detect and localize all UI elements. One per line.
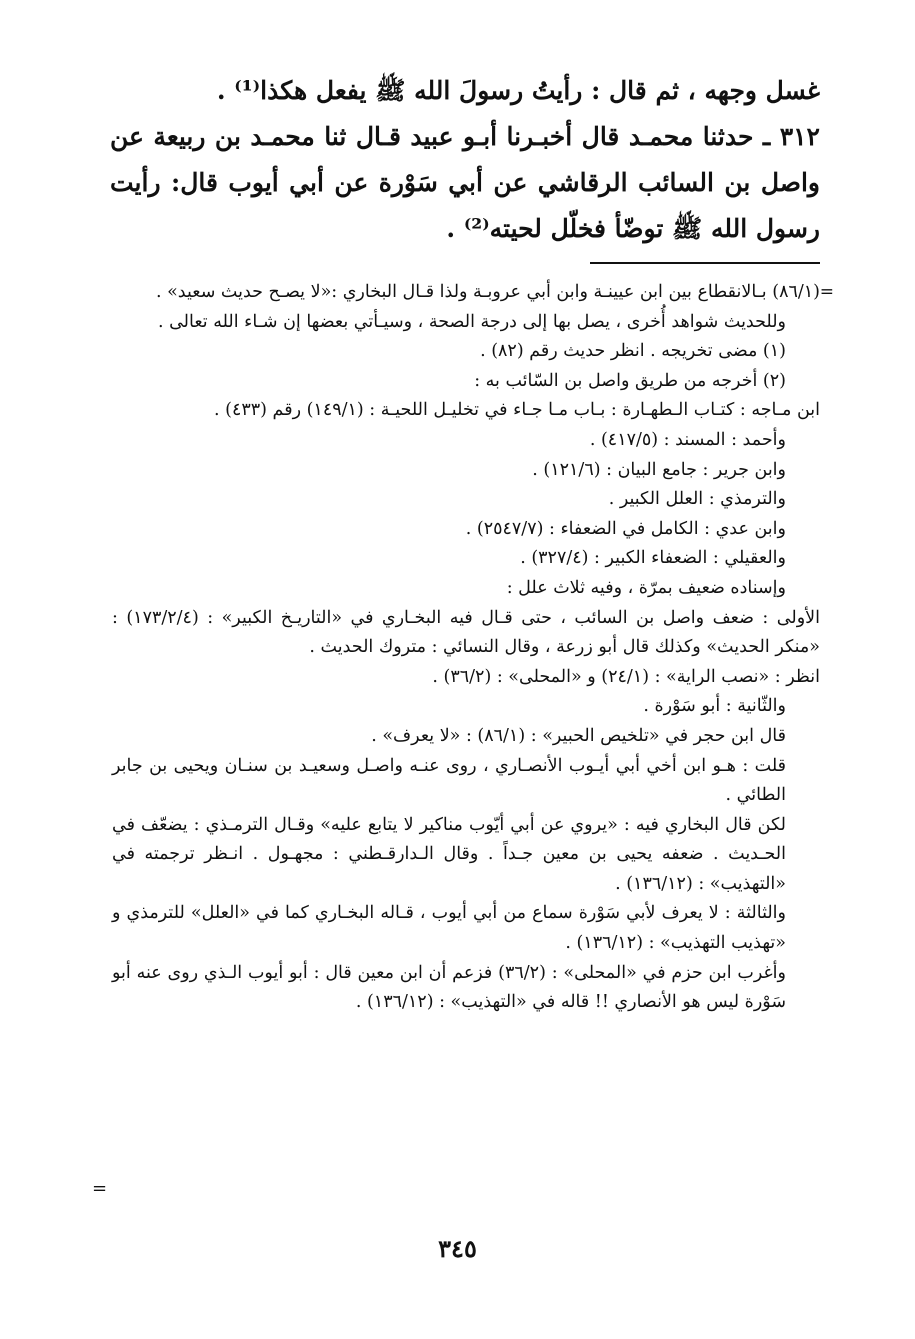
footnote-2: (٢) أخرجه من طريق واصل بن السّائب به : [474, 370, 786, 391]
page-number: ٣٤٥ [438, 1234, 477, 1263]
footnote-1: (١) مضى تخريجه . انظر حديث رقم (٨٢) . [480, 341, 786, 362]
footnote-line: ابن مـاجه : كتـاب الـطهـارة : بـاب مـا جـاء في تخليـل اللحيـة : (١٤٩/١) رقم (٤٣٣) . [214, 400, 820, 421]
footnote-line: والثالثة : لا يعرف لأبي سَوْرة سماع من أبي أيوب ، قـاله البخـاري كما في «العلل» للترمذي و «تهذيب التهذيب» : (١٣٦/١٢) . [112, 903, 787, 954]
footnote-line: وإسناده ضعيف بمرّة ، وفيه ثلاث علل : [506, 577, 786, 598]
footnote-continuation-line [112, 278, 834, 308]
footnote-line: انظر : «نصب الراية» : (٢٤/١) و «المحلى» : (٣٦/٢) . [432, 666, 820, 687]
footnote-line: والثّانية : أبو سَوْرة . [643, 696, 786, 717]
footnote-line: لكن قال البخاري فيه : «يروي عن أبي أيّوب مناكير لا يتابع عليه» وقـال الترمـذي : يضعّف في الحـديث . ضعفه يحيى بن معين جـداً . وقال الـدارقـطني : مجهـول . انـظر ترجمته في «التهذيب» : (١٣٦/١٢) . [112, 814, 786, 894]
footnote-line: وأغرب ابن حزم في «المحلى» : (٣٦/٢) فزعم أن ابن معين قال : أبو أيوب الـذي روى عنه أبو سَوْرة ليس هو الأنصاري !! قاله في «التهذيب» : (١٣٦/١٢) . [112, 962, 786, 1013]
footnote-separator [590, 262, 820, 264]
footnote-line: وابن عدي : الكامل في الضعفاء : (٢٥٤٧/٧) . [465, 518, 786, 539]
footnote-line: وابن جرير : جامع البيان : (١٢١/٦) . [532, 459, 786, 480]
footnotes [112, 278, 834, 1018]
continuation-end-mark: = [92, 1178, 108, 1199]
footnote-line: قال ابن حجر في «تلخيص الحبير» : (٨٦/١) : «لا يعرف» . [371, 725, 786, 746]
main-paragraph-1: غسل وجهه ، ثم قال : رأيتُ رسولَ الله ﷺ يفعل هكذا⁽¹⁾ . [216, 76, 820, 105]
footnote-line: الأولى : ضعف واصل بن السائب ، حتى قـال فيه البخـاري في «التاريـخ الكبير» : (١٧٣/٢/٤) : «منكر الحديث» وكذلك قال أبو زرعة ، وقال النسائي : متروك الحديث . [112, 607, 820, 658]
footnote-text: (٨٦/١) بـالانقطاع بين ابن عيينـة وابن أبي عروبـة ولذا قـال البخاري :«لا يصـح حديث سعيد» . [155, 282, 820, 302]
footnote-line: والترمذي : العلل الكبير . [608, 489, 786, 510]
hadith-312-paragraph: ٣١٢ ـ حدثنا محمـد قال أخبـرنا أبـو عبيد قـال ثنا محمـد بن ربيعة عن واصل بن السائب الرقاشي عن أبي سَوْرة عن أبي أيوب قال: رأيت رسول الله ﷺ توضّأ فخلّل لحيته⁽²⁾ . [110, 122, 820, 243]
main-text [110, 68, 820, 252]
footnote-line: وللحديث شواهد أُخرى ، يصل بها إلى درجة الصحة ، وسيـأتي بعضها إن شـاء الله تعالى . [157, 311, 786, 332]
footnote-line: قلت : هـو ابن أخي أبي أيـوب الأنصـاري ، روى عنـه واصـل وسعيـد بن سنـان ويحيى بن جابر الطائي . [112, 755, 786, 806]
footnote-line: وأحمد : المسند : (٤١٧/٥) . [589, 429, 786, 450]
footnote-line: والعقيلي : الضعفاء الكبير : (٣٢٧/٤) . [520, 548, 786, 569]
continuation-mark: = [819, 282, 834, 302]
